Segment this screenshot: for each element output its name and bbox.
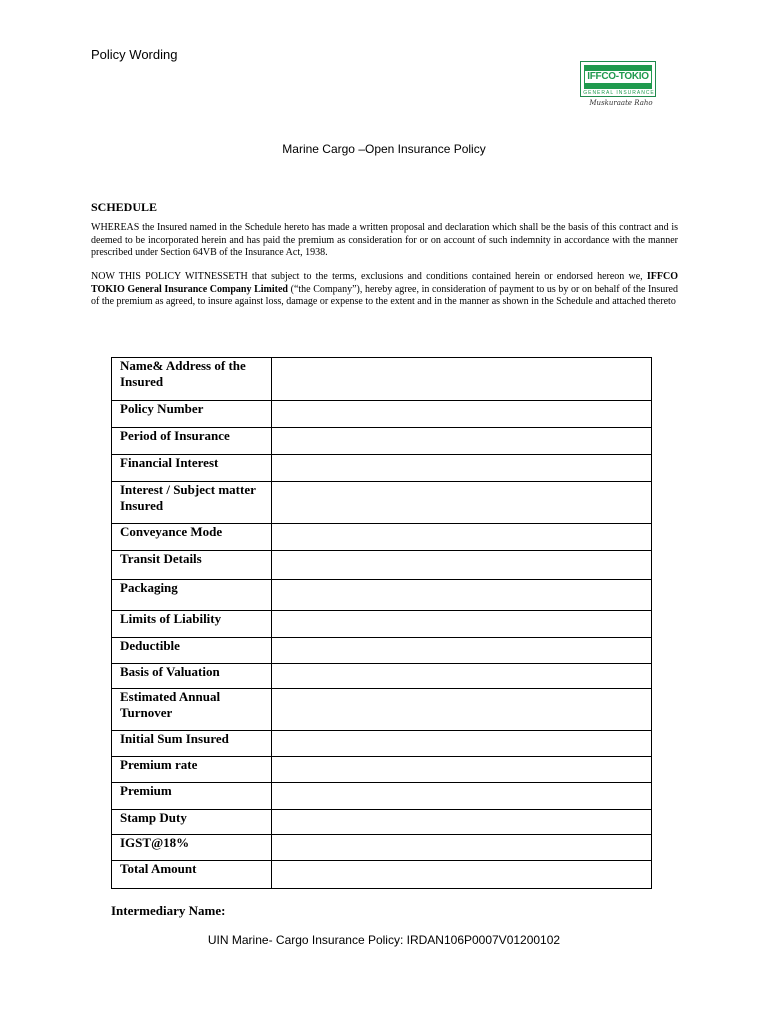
document-title: Marine Cargo –Open Insurance Policy	[282, 142, 486, 156]
row-value[interactable]	[272, 524, 652, 551]
row-value[interactable]	[272, 455, 652, 482]
logo-frame	[580, 61, 656, 97]
company-name: IFFCO TOKIO General Insurance Company Limited	[91, 271, 679, 295]
section-heading: SCHEDULE	[91, 200, 158, 214]
row-value[interactable]	[272, 731, 652, 757]
table-row	[112, 401, 652, 428]
witnesseth-lead: NOW THIS POLICY WITNESSETH that subject to the terms, exclusions and conditions contained herein or endorsed hereon we,	[91, 271, 643, 282]
table-row	[112, 757, 652, 783]
row-label: Estimated Annual Turnover	[112, 689, 272, 731]
row-label: Transit Details	[112, 551, 272, 580]
table-row	[112, 551, 652, 580]
row-value[interactable]	[272, 551, 652, 580]
row-value[interactable]	[272, 810, 652, 835]
row-label: Premium	[112, 783, 272, 810]
table-row	[112, 835, 652, 861]
row-label: Period of Insurance	[112, 428, 272, 455]
schedule-table	[111, 357, 652, 889]
logo-band	[584, 65, 652, 89]
row-label: Initial Sum Insured	[112, 731, 272, 757]
table-row	[112, 689, 652, 731]
table-row	[112, 664, 652, 689]
row-label: Interest / Subject matter Insured	[112, 482, 272, 524]
row-label: Name& Address of the Insured	[112, 358, 272, 401]
row-label: Deductible	[112, 638, 272, 664]
table-row	[112, 810, 652, 835]
table-row	[112, 611, 652, 638]
table-row	[112, 524, 652, 551]
logo-tagline: Muskuraate Raho	[589, 99, 653, 107]
table-row	[112, 358, 652, 401]
table-row	[112, 428, 652, 455]
table-row	[112, 580, 652, 611]
row-label: Policy Number	[112, 401, 272, 428]
table-row	[112, 783, 652, 810]
company-logo	[580, 61, 658, 113]
row-value[interactable]	[272, 580, 652, 611]
row-value[interactable]	[272, 611, 652, 638]
row-value[interactable]	[272, 664, 652, 689]
row-label: Conveyance Mode	[112, 524, 272, 551]
table-row	[112, 455, 652, 482]
table-row	[112, 861, 652, 889]
row-value[interactable]	[272, 757, 652, 783]
row-value[interactable]	[272, 689, 652, 731]
intermediary-name-label: Intermediary Name:	[111, 903, 226, 918]
row-label: Stamp Duty	[112, 810, 272, 835]
table-row	[112, 482, 652, 524]
row-label: IGST@18%	[112, 835, 272, 861]
row-label: Basis of Valuation	[112, 664, 272, 689]
row-value[interactable]	[272, 783, 652, 810]
witnesseth-rest: (“the Company”), hereby agree, in consideration of payment to us by or on behalf of the Insured of the premium as agreed, to insure against loss, damage or expense to the extent and in the manner as shown in the Schedule and attached thereto	[91, 283, 678, 307]
logo-subtitle: GENERAL INSURANCE	[583, 90, 655, 96]
row-value[interactable]	[272, 428, 652, 455]
row-value[interactable]	[272, 638, 652, 664]
row-value[interactable]	[272, 835, 652, 861]
row-label: Total Amount	[112, 861, 272, 889]
row-value[interactable]	[272, 401, 652, 428]
table-row	[112, 638, 652, 664]
row-label: Limits of Liability	[112, 611, 272, 638]
row-value[interactable]	[272, 482, 652, 524]
table-row	[112, 731, 652, 757]
row-label: Financial Interest	[112, 455, 272, 482]
row-value[interactable]	[272, 358, 652, 401]
uin-footer: UIN Marine- Cargo Insurance Policy: IRDAN106P0007V01200102	[207, 933, 561, 947]
header-label: Policy Wording	[91, 47, 178, 62]
witnesseth-paragraph	[91, 271, 678, 309]
row-label: Premium rate	[112, 757, 272, 783]
row-value[interactable]	[272, 861, 652, 889]
logo-brand: IFFCO-TOKIO	[587, 71, 649, 82]
whereas-paragraph: WHEREAS the Insured named in the Schedule hereto has made a written proposal and declaration which shall be the basis of this contract and is deemed to be incorporated herein and has paid the premium as consideration for or on account of such indemnity in accordance with the manner prescribed under Section 64VB of the Insurance Act, 1938.	[91, 222, 678, 258]
row-label: Packaging	[112, 580, 272, 611]
